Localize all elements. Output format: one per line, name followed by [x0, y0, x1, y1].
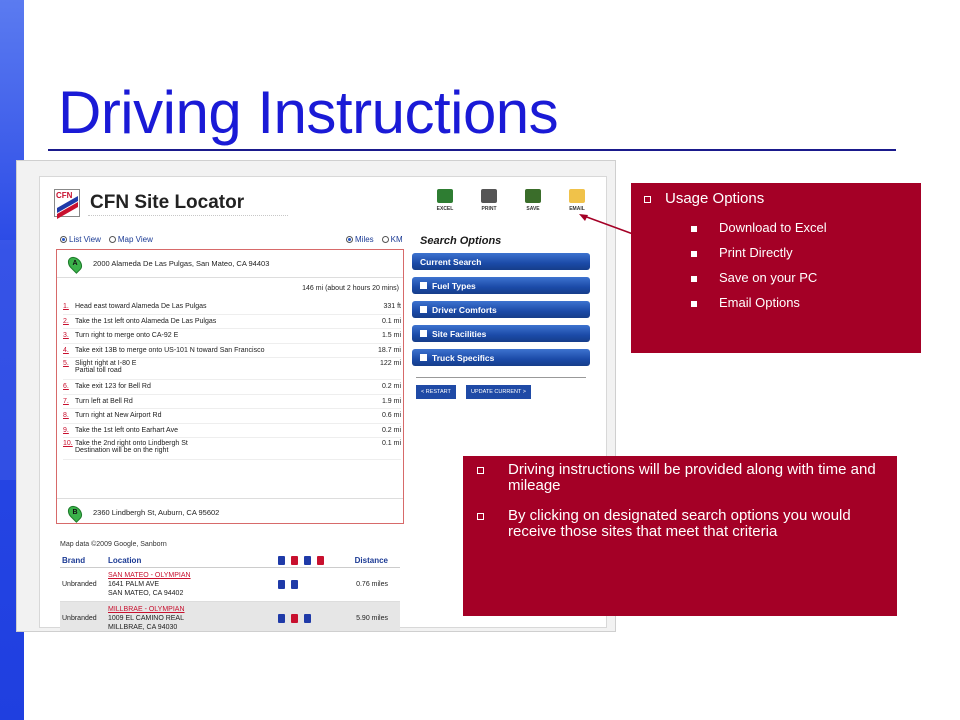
email-icon: [569, 189, 585, 203]
export-toolbar: [430, 189, 592, 212]
driver-comforts-button[interactable]: Driver Comforts: [412, 301, 590, 318]
site-facilities-button[interactable]: Site Facilities: [412, 325, 590, 342]
title-divider: [48, 149, 896, 151]
callout-arrow-icon: [578, 213, 634, 235]
direction-steps: [63, 300, 401, 460]
square-bullet-icon: [477, 467, 484, 474]
checkbox-icon: [420, 306, 427, 313]
route-panel: [56, 249, 404, 524]
search-options-label: Search Options: [420, 235, 502, 247]
table-row: Unbranded MILLBRAE - OLYMPIAN 1009 EL CAMINO REAL MILLBRAE, CA 94030 5.90 miles: [60, 602, 400, 632]
excel-button[interactable]: EXCEL: [430, 189, 460, 212]
unit-toggle: [346, 235, 403, 244]
location-column-header[interactable]: Location: [108, 556, 142, 565]
title-underline: [88, 215, 288, 216]
route-summary: 146 mi (about 2 hours 20 mins): [302, 285, 399, 292]
checkbox-icon: [420, 330, 427, 337]
list-item: By clicking on designated search options you would receive those sites that meet that criteria: [477, 508, 885, 540]
checkbox-icon: [420, 282, 427, 289]
print-icon: [481, 189, 497, 203]
list-item: Driving instructions will be provided along with time and mileage: [477, 462, 885, 494]
direction-step: 3. Turn right to merge onto CA-92 E 1.5 mi: [63, 329, 401, 344]
save-icon: [525, 189, 541, 203]
direction-step: 7. Turn left at Bell Rd 1.9 mi: [63, 395, 401, 410]
list-item: Download to Excel: [691, 215, 827, 240]
distance-column-header[interactable]: Distance: [354, 556, 388, 565]
direction-step: 10. Take the 2nd right onto Lindbergh St Destination will be on the right 0.1 mi: [63, 438, 401, 460]
email-button[interactable]: EMAIL: [562, 189, 592, 212]
bullet-icon: [691, 226, 697, 232]
list-view-radio[interactable]: List View: [60, 235, 101, 244]
view-toggle: [60, 235, 153, 244]
direction-step: 4. Take exit 13B to merge onto US-101 N toward San Francisco 18.7 mi: [63, 344, 401, 359]
usage-options-callout: [631, 183, 921, 353]
direction-step: 5. Slight right at I-80 E Partial toll road 122 mi: [63, 358, 401, 380]
driving-instructions-callout: [463, 456, 897, 616]
table-row: Unbranded SAN MATEO - OLYMPIAN 1641 PALM AVE SAN MATEO, CA 94402 0.76 miles: [60, 568, 400, 602]
direction-step: 9. Take the 1st left onto Earhart Ave 0.2 mi: [63, 424, 401, 439]
amenity-icons-header: [278, 556, 338, 565]
km-radio[interactable]: KM: [382, 235, 403, 244]
restart-button[interactable]: < RESTART: [416, 385, 456, 399]
cfn-logo: CFN: [54, 189, 80, 217]
list-item: Save on your PC: [691, 265, 827, 290]
map-attribution: Map data ©2009 Google, Sanborn: [60, 541, 167, 548]
brand-column-header[interactable]: Brand: [62, 556, 86, 565]
search-options-divider: [416, 377, 586, 378]
square-bullet-icon: [644, 196, 651, 203]
miles-radio[interactable]: Miles: [346, 235, 374, 244]
results-header: [60, 554, 400, 568]
bullet-icon: [691, 251, 697, 257]
site-link[interactable]: SAN MATEO - OLYMPIAN: [108, 572, 191, 579]
map-view-radio[interactable]: Map View: [109, 235, 153, 244]
current-search-button[interactable]: Current Search: [412, 253, 590, 270]
list-item: Print Directly: [691, 240, 827, 265]
save-button[interactable]: SAVE: [518, 189, 548, 212]
end-address-row: B 2360 Lindbergh St, Auburn, CA 95602: [57, 498, 403, 526]
start-marker-icon: A: [65, 254, 85, 274]
results-table: [60, 554, 400, 632]
site-title: CFN Site Locator: [90, 192, 245, 213]
end-marker-icon: B: [65, 503, 85, 523]
update-current-button[interactable]: UPDATE CURRENT >: [466, 385, 531, 399]
truck-specifics-button[interactable]: Truck Specifics: [412, 349, 590, 366]
direction-step: 6. Take exit 123 for Bell Rd 0.2 mi: [63, 380, 401, 395]
direction-step: 8. Turn right at New Airport Rd 0.6 mi: [63, 409, 401, 424]
list-item: Email Options: [691, 290, 827, 315]
fuel-types-button[interactable]: Fuel Types: [412, 277, 590, 294]
bullet-icon: [691, 301, 697, 307]
bullet-icon: [691, 276, 697, 282]
direction-step: 2. Take the 1st left onto Alameda De Las Pulgas 0.1 mi: [63, 315, 401, 330]
site-link[interactable]: MILLBRAE - OLYMPIAN: [108, 606, 185, 613]
usage-options-heading: Usage Options: [644, 190, 764, 207]
slide-title: Driving Instructions: [58, 79, 559, 146]
square-bullet-icon: [477, 513, 484, 520]
amenity-icons: [278, 580, 338, 589]
start-address-row: A 2000 Alameda De Las Pulgas, San Mateo, CA 94403: [57, 250, 403, 278]
usage-options-list: [691, 215, 827, 315]
amenity-icons: [278, 614, 338, 623]
checkbox-icon: [420, 354, 427, 361]
excel-icon: [437, 189, 453, 203]
direction-step: 1. Head east toward Alameda De Las Pulgas 331 ft: [63, 300, 401, 315]
print-button[interactable]: PRINT: [474, 189, 504, 212]
